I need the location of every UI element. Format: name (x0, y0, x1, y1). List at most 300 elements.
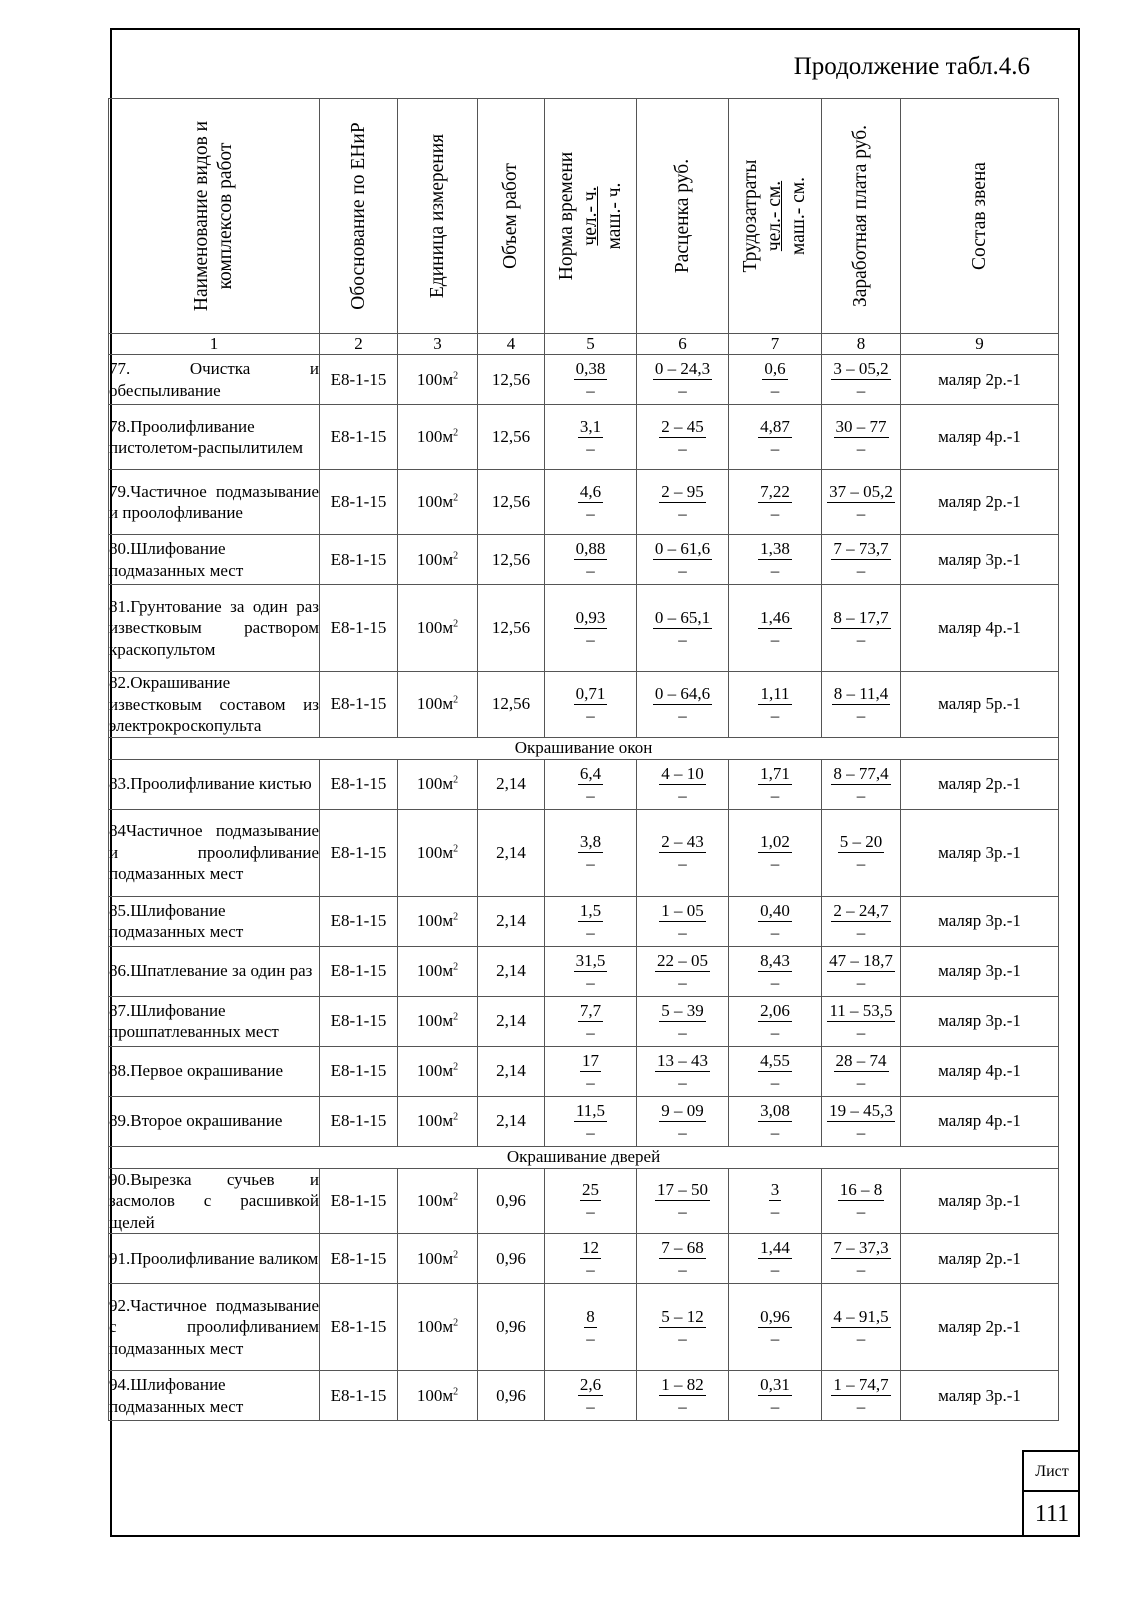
section-row (109, 737, 1059, 759)
fraction (659, 1101, 706, 1142)
fraction-numerator: 7 – 73,7 (833, 539, 889, 558)
fraction-numerator: 8,43 (760, 950, 790, 970)
fraction-numerator: 0,93 (575, 607, 606, 627)
wage-cell (822, 1096, 901, 1146)
fraction-numerator: 0,6 (764, 359, 786, 378)
work-name: 90.Вырезка сучьев и засмолов с расшивкой щелей (109, 1169, 319, 1232)
fraction (578, 832, 603, 873)
fraction-denominator: – (856, 503, 866, 523)
fraction-numerator: 7 – 37,3 (833, 1238, 889, 1257)
fraction-denominator: – (586, 629, 595, 649)
fraction (832, 684, 891, 725)
work-name: 92.Частичное подмазывание с проолифливанием подмазанных мест (109, 1284, 320, 1371)
fraction-numerator: 25 (582, 1180, 599, 1200)
crew-cell: маляр 3р.-1 (901, 946, 1059, 996)
fraction-denominator: – (586, 438, 595, 458)
fraction (578, 901, 603, 942)
work-name: 94.Шлифование подмазанных мест (109, 1371, 320, 1421)
fraction (827, 482, 895, 523)
col-number: 3 (398, 334, 478, 355)
unit-cell (398, 1096, 478, 1146)
unit-cell (398, 1234, 478, 1284)
basis-cell: Е8-1-15 (320, 1046, 398, 1096)
unit-cell (398, 585, 478, 672)
fraction-denominator: – (770, 1328, 780, 1348)
unit-text: 100м (416, 961, 454, 980)
fraction-numerator: 3,1 (579, 416, 602, 436)
price-cell (637, 1234, 729, 1284)
fraction-denominator: – (770, 629, 780, 649)
fraction-denominator: – (678, 705, 687, 725)
fraction-denominator: – (678, 1202, 687, 1222)
fraction-numerator: 8 – 77,4 (833, 763, 889, 783)
fraction-denominator: – (856, 1022, 866, 1042)
crew-cell: маляр 2р.-1 (901, 759, 1059, 809)
unit-text: 100м (416, 1385, 454, 1405)
basis-cell: Е8-1-15 (320, 1168, 398, 1234)
fraction (574, 539, 608, 580)
unit-text: 100м (416, 1061, 454, 1080)
header-price: Расценка руб. (637, 99, 729, 334)
fraction-numerator: 5 – 20 (839, 832, 883, 851)
time-norm-cell (545, 996, 637, 1046)
fraction-denominator: – (586, 972, 595, 992)
volume-cell: 0,96 (478, 1234, 545, 1284)
fraction (659, 482, 706, 523)
work-name: 81.Грунтование за один раз известковым раствором краскопультом (109, 585, 320, 672)
volume-cell: 12,56 (478, 355, 545, 405)
time-norm-cell (545, 535, 637, 585)
fraction (758, 417, 792, 458)
work-name: 83.Проолифливание кистью (109, 759, 320, 809)
fraction-denominator: – (586, 785, 595, 805)
fraction-numerator: 4,6 (579, 481, 602, 501)
fraction (758, 1375, 792, 1416)
volume-cell: 2,14 (478, 996, 545, 1046)
fraction-denominator: – (586, 854, 595, 873)
crew-cell: маляр 4р.-1 (901, 585, 1059, 672)
wage-cell (822, 946, 901, 996)
price-cell (637, 405, 729, 470)
unit-power: 2 (453, 1111, 459, 1123)
fraction-numerator: 6,4 (579, 763, 602, 783)
basis-cell: Е8-1-15 (320, 1234, 398, 1284)
unit-power: 2 (453, 1191, 459, 1203)
volume-cell: 0,96 (478, 1371, 545, 1421)
fraction (653, 539, 712, 580)
labor-cell (729, 585, 822, 672)
fraction (659, 417, 706, 458)
column-number-row (109, 334, 1059, 355)
labor-cell (729, 809, 822, 896)
fraction-numerator: 30 – 77 (835, 416, 887, 436)
fraction-denominator: – (678, 1022, 687, 1042)
fraction (578, 764, 603, 805)
fraction-numerator: 9 – 09 (661, 1100, 704, 1120)
time-norm-cell (545, 1371, 637, 1421)
unit-cell (398, 809, 478, 896)
fraction-numerator: 0 – 64,6 (654, 683, 711, 703)
table-row (109, 355, 1059, 405)
unit-text: 100м (416, 618, 454, 637)
fraction (838, 1180, 885, 1221)
unit-power: 2 (453, 911, 459, 923)
fraction-denominator: – (678, 629, 687, 649)
fraction-numerator: 2 – 95 (661, 481, 704, 501)
header-work-name: Наименование видов и комплексов работ (109, 99, 320, 334)
fraction-numerator: 0,31 (760, 1375, 790, 1394)
fraction (827, 1101, 895, 1142)
basis-cell: Е8-1-15 (320, 996, 398, 1046)
fraction (574, 684, 608, 725)
col-number: 4 (478, 334, 545, 355)
sheet-stamp (1022, 1450, 1080, 1537)
time-norm-cell (545, 896, 637, 946)
fraction (574, 951, 608, 992)
fraction-numerator: 3 – 05,2 (833, 359, 889, 378)
fraction-numerator: 7 – 68 (661, 1238, 704, 1257)
fraction-numerator: 11,5 (575, 1100, 606, 1120)
fraction (578, 482, 603, 523)
unit-cell (398, 946, 478, 996)
fraction (831, 1238, 890, 1279)
unit-cell (398, 1284, 478, 1371)
table-row (109, 1371, 1059, 1421)
unit-power: 2 (453, 1385, 459, 1397)
unit-text: 100м (416, 549, 454, 569)
col-number: 1 (109, 334, 320, 355)
work-name: 86.Шпатлевание за один раз (109, 946, 320, 996)
fraction-denominator: – (856, 854, 866, 873)
wage-cell (822, 1046, 901, 1096)
fraction-denominator: – (770, 972, 780, 992)
unit-text: 100м (416, 427, 454, 446)
unit-cell (398, 896, 478, 946)
work-name: 87.Шлифование прошпатлеванных мест (109, 996, 320, 1046)
fraction-numerator: 0 – 65,1 (654, 607, 711, 627)
fraction (758, 608, 792, 649)
basis-cell: Е8-1-15 (320, 946, 398, 996)
unit-text: 100м (416, 1190, 454, 1210)
table-row (109, 759, 1059, 809)
work-name: 80.Шлифование подмазанных мест (109, 535, 320, 585)
labor-cell (729, 355, 822, 405)
fraction-numerator: 4,87 (760, 416, 790, 436)
fraction (758, 1101, 792, 1142)
time-norm-cell (545, 405, 637, 470)
table-row (109, 535, 1059, 585)
header-wage: Заработная плата руб. (822, 99, 901, 334)
fraction (758, 539, 792, 580)
wage-cell (822, 355, 901, 405)
crew-cell: маляр 4р.-1 (901, 1046, 1059, 1096)
fraction-denominator: – (678, 561, 687, 580)
fraction-numerator: 13 – 43 (657, 1050, 708, 1070)
price-cell (637, 759, 729, 809)
header-labor: Трудозатраты чел.- см. маш.- см. (729, 99, 822, 334)
crew-cell: маляр 4р.-1 (901, 1096, 1059, 1146)
fraction-denominator: – (586, 503, 595, 523)
wage-cell (822, 1284, 901, 1371)
fraction-numerator: 7,22 (760, 481, 790, 501)
fraction-numerator: 8 (586, 1306, 595, 1326)
price-cell (637, 946, 729, 996)
fraction (584, 1307, 597, 1348)
crew-cell: маляр 2р.-1 (901, 355, 1059, 405)
labor-cell (729, 672, 822, 738)
fraction (758, 832, 792, 873)
fraction-numerator: 3,08 (760, 1100, 790, 1120)
fraction-numerator: 1,38 (760, 539, 790, 558)
unit-cell (398, 1168, 478, 1234)
fraction-numerator: 4 – 10 (661, 763, 704, 783)
fraction-denominator: – (856, 381, 866, 400)
labor-cell (729, 1284, 822, 1371)
wage-cell (822, 896, 901, 946)
unit-text: 100м (416, 1011, 454, 1030)
work-name: 78.Проолифливание пистолетом-распылитилем (109, 405, 320, 470)
volume-cell: 2,14 (478, 896, 545, 946)
table-caption: Продолжение табл.4.6 (793, 53, 1030, 80)
table-row (109, 809, 1059, 896)
fraction (831, 1375, 890, 1416)
fraction (580, 1180, 601, 1221)
basis-cell: Е8-1-15 (320, 896, 398, 946)
unit-power: 2 (453, 618, 459, 630)
crew-cell: маляр 3р.-1 (901, 1168, 1059, 1234)
fraction (655, 1180, 710, 1221)
fraction-numerator: 5 – 12 (661, 1306, 704, 1326)
fraction-denominator: – (586, 705, 595, 725)
price-cell (637, 809, 729, 896)
fraction-numerator: 1 – 74,7 (833, 1375, 889, 1394)
table-row (109, 1046, 1059, 1096)
labor-cell (729, 1371, 822, 1421)
fraction-numerator: 1,5 (579, 900, 602, 920)
fraction-numerator: 2 – 43 (661, 832, 704, 851)
time-norm-cell (545, 355, 637, 405)
fraction (758, 951, 792, 992)
price-cell (637, 470, 729, 535)
unit-power: 2 (453, 1317, 459, 1329)
wage-cell (822, 672, 901, 738)
fraction-denominator: – (678, 922, 687, 942)
fraction-denominator: – (678, 1260, 687, 1279)
unit-power: 2 (453, 549, 459, 561)
fraction (827, 1001, 894, 1042)
fraction-denominator: – (856, 1328, 866, 1348)
fraction (758, 1051, 792, 1092)
fraction (834, 417, 889, 458)
price-cell (637, 535, 729, 585)
fraction-numerator: 28 – 74 (835, 1050, 887, 1070)
basis-cell: Е8-1-15 (320, 355, 398, 405)
price-cell (637, 896, 729, 946)
header-basis: Обоснование по ЕНиР (320, 99, 398, 334)
wage-cell (822, 759, 901, 809)
fraction-denominator: – (586, 922, 595, 942)
fraction (659, 1238, 706, 1279)
fraction-numerator: 11 – 53,5 (829, 1000, 893, 1020)
fraction-numerator: 0,71 (575, 683, 606, 703)
crew-cell: маляр 3р.-1 (901, 896, 1059, 946)
fraction-denominator: – (856, 1260, 866, 1279)
fraction-numerator: 31,5 (575, 950, 606, 970)
col-number: 2 (320, 334, 398, 355)
fraction (758, 1238, 792, 1279)
basis-cell: Е8-1-15 (320, 585, 398, 672)
fraction (578, 417, 603, 458)
fraction-numerator: 0,88 (575, 539, 606, 558)
fraction (758, 764, 792, 805)
labor-cell (729, 470, 822, 535)
fraction-numerator: 4,55 (760, 1050, 790, 1070)
fraction-numerator: 0 – 24,3 (654, 359, 711, 378)
basis-cell: Е8-1-15 (320, 535, 398, 585)
fraction (580, 1238, 601, 1279)
fraction-denominator: – (770, 1260, 780, 1279)
unit-power: 2 (453, 369, 459, 381)
section-title: Окрашивание дверей (109, 1146, 1059, 1168)
volume-cell: 2,14 (478, 1046, 545, 1096)
work-name: 91.Проолифливание валиком (109, 1234, 320, 1284)
fraction-numerator: 8 – 11,4 (833, 683, 889, 703)
fraction (769, 1180, 782, 1221)
fraction (758, 1001, 792, 1042)
header-volume: Объем работ (478, 99, 545, 334)
fraction-denominator: – (856, 922, 866, 942)
fraction-denominator: – (770, 1072, 780, 1092)
fraction-denominator: – (856, 629, 866, 649)
price-cell (637, 355, 729, 405)
fraction-numerator: 0 – 61,6 (654, 539, 711, 558)
fraction (831, 359, 890, 400)
fraction-numerator: 47 – 18,7 (829, 950, 893, 970)
fraction (659, 764, 706, 805)
volume-cell: 2,14 (478, 809, 545, 896)
wage-cell (822, 405, 901, 470)
fraction-denominator: – (770, 1397, 780, 1416)
fraction-denominator: – (678, 1122, 687, 1142)
volume-cell: 0,96 (478, 1168, 545, 1234)
work-name: 84Частичное подмазывание и проолифливание подмазанных мест (109, 809, 320, 896)
header-time-norm: Норма времени чел.- ч. маш.- ч. (545, 99, 637, 334)
fraction-denominator: – (678, 854, 687, 873)
time-norm-cell (545, 1284, 637, 1371)
price-cell (637, 585, 729, 672)
unit-power: 2 (453, 427, 459, 439)
fraction-denominator: – (770, 381, 780, 400)
time-norm-cell (545, 672, 637, 738)
fraction (655, 1051, 710, 1092)
fraction-numerator: 2 – 24,7 (833, 900, 889, 920)
unit-power: 2 (453, 961, 459, 973)
fraction-numerator: 1,46 (760, 607, 790, 627)
fraction-numerator: 17 (582, 1050, 599, 1070)
fraction-numerator: 0,38 (575, 359, 606, 378)
fraction-denominator: – (678, 1397, 687, 1416)
unit-text: 100м (416, 1317, 454, 1336)
crew-cell: маляр 5р.-1 (901, 672, 1059, 738)
fraction-denominator: – (856, 438, 866, 458)
fraction-denominator: – (678, 1072, 687, 1092)
fraction (762, 359, 787, 400)
volume-cell: 2,14 (478, 946, 545, 996)
fraction-numerator: 3 (770, 1180, 780, 1200)
fraction-denominator: – (678, 972, 687, 992)
fraction-numerator: 1,11 (760, 683, 790, 703)
basis-cell: Е8-1-15 (320, 1284, 398, 1371)
basis-cell: Е8-1-15 (320, 809, 398, 896)
fraction-numerator: 37 – 05,2 (829, 481, 893, 501)
unit-text: 100м (416, 1248, 454, 1268)
basis-cell: Е8-1-15 (320, 470, 398, 535)
time-norm-cell (545, 1096, 637, 1146)
fraction-denominator: – (586, 1260, 595, 1279)
fraction-denominator: – (856, 1397, 866, 1416)
fraction-numerator: 7,7 (579, 1000, 602, 1020)
fraction (758, 901, 792, 942)
fraction (831, 764, 890, 805)
fraction (831, 539, 890, 580)
time-norm-cell (545, 946, 637, 996)
fraction-numerator: 1,71 (760, 763, 790, 783)
fraction-denominator: – (586, 1022, 595, 1042)
time-norm-cell (545, 809, 637, 896)
fraction (659, 901, 706, 942)
col-number: 5 (545, 334, 637, 355)
fraction-denominator: – (678, 438, 687, 458)
fraction (655, 951, 710, 992)
volume-cell: 12,56 (478, 470, 545, 535)
section-title: Окрашивание окон (109, 737, 1059, 759)
fraction-numerator: 0,96 (760, 1306, 790, 1326)
fraction (659, 1307, 706, 1348)
price-cell (637, 1371, 729, 1421)
fraction-numerator: 1,44 (760, 1238, 790, 1257)
fraction (578, 1001, 603, 1042)
fraction-denominator: – (856, 705, 866, 725)
unit-power: 2 (453, 492, 459, 504)
unit-text: 100м (416, 369, 454, 389)
fraction-denominator: – (770, 922, 780, 942)
fraction-denominator: – (586, 381, 595, 400)
wage-cell (822, 585, 901, 672)
volume-cell: 12,56 (478, 405, 545, 470)
wage-cell (822, 1168, 901, 1234)
sheet-label: Лист (1024, 1452, 1080, 1492)
fraction-denominator: – (586, 1072, 595, 1092)
fraction-denominator: – (678, 1328, 687, 1348)
time-norm-cell (545, 470, 637, 535)
volume-cell: 12,56 (478, 585, 545, 672)
volume-cell: 12,56 (478, 672, 545, 738)
fraction-numerator: 1 – 05 (661, 900, 704, 920)
fraction-numerator: 5 – 39 (661, 1000, 704, 1020)
unit-text: 100м (416, 694, 454, 714)
unit-power: 2 (453, 694, 459, 706)
work-name: 89.Второе окрашивание (109, 1096, 320, 1146)
labor-cell (729, 1096, 822, 1146)
fraction (827, 951, 895, 992)
unit-cell (398, 759, 478, 809)
table-row (109, 896, 1059, 946)
fraction-numerator: 1,02 (760, 832, 790, 851)
basis-cell: Е8-1-15 (320, 405, 398, 470)
fraction (659, 832, 706, 873)
work-name: 77. Очистка и обеспыливание (109, 355, 320, 405)
fraction-denominator: – (770, 1022, 780, 1042)
